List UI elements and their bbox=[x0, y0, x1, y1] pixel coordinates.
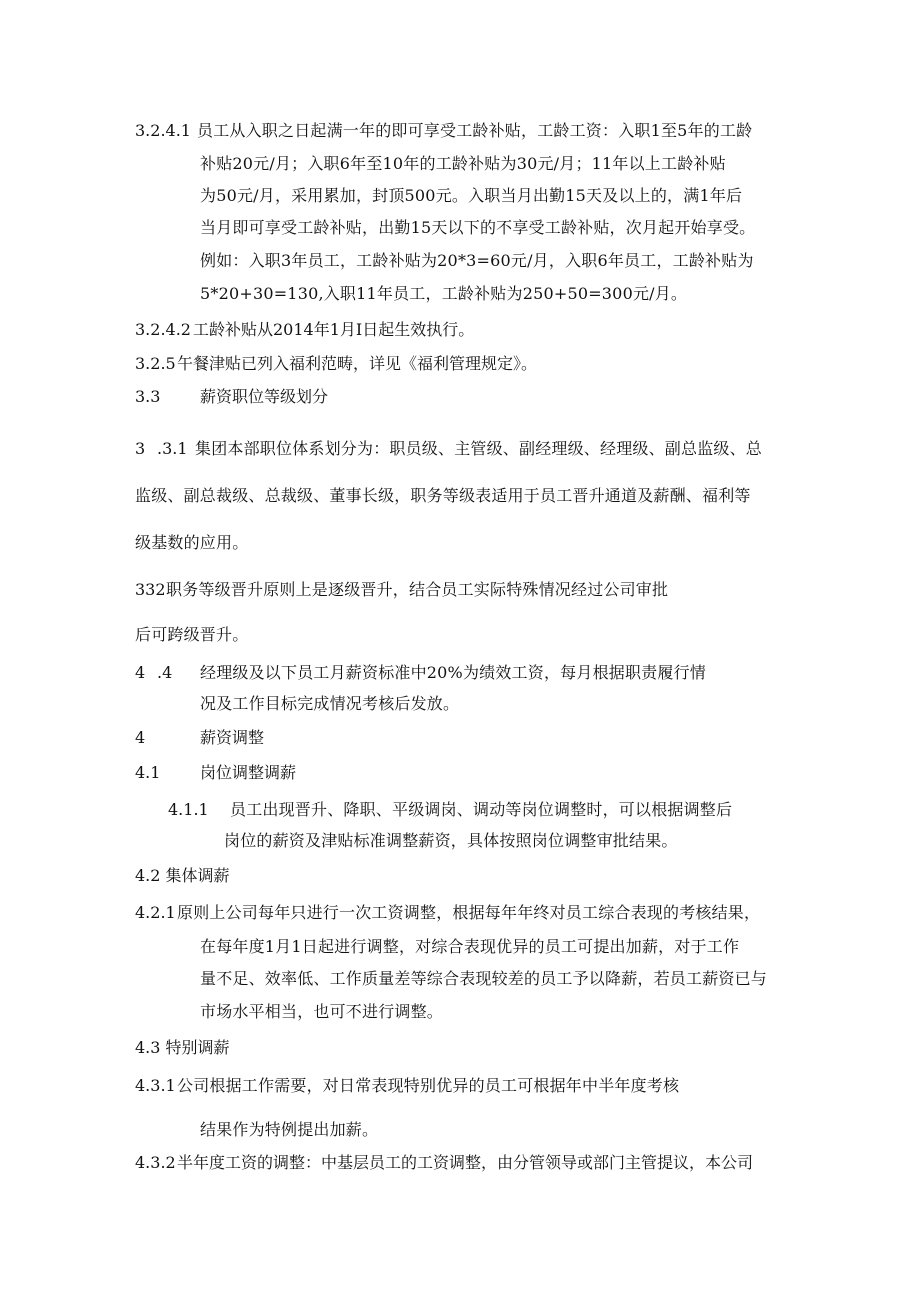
section-number: 4 bbox=[135, 728, 146, 747]
clause-number: 4.2.1 bbox=[135, 903, 176, 922]
clause-line: 公司根据工作需要，对日常表现特别优异的员工可根据年中半年度考核 bbox=[177, 1076, 680, 1095]
clause-line: 5*20+30=130,入职11年员工，工龄补贴为250+50=300元/月。 bbox=[200, 284, 688, 303]
clause-line: 市场水平相当，也可不进行调整。 bbox=[200, 1002, 444, 1021]
clause-text: 半年度工资的调整：中基层员工的工资调整，由分管领导或部门主管提议，本公司 bbox=[177, 1153, 754, 1172]
clause-number: 4 bbox=[135, 663, 146, 682]
clause-number: 3.2.4.1 bbox=[135, 121, 191, 140]
section-title: 薪资职位等级划分 bbox=[200, 387, 329, 406]
clause-line: 在每年度1月1日起进行调整，对综合表现优异的员工可提出加薪，对于工作 bbox=[200, 937, 740, 956]
section-number: 3.3 bbox=[135, 387, 161, 406]
clause-line: 当月即可享受工龄补贴，出勤15天以下的不享受工龄补贴，次月起开始享受。 bbox=[200, 218, 756, 237]
clause-line: 后可跨级晋升。 bbox=[135, 625, 249, 644]
clause-line: 为50元/月，采用累加，封顶500元。入职当月出勤15天及以上的，满1年后 bbox=[200, 186, 743, 205]
clause-line: 例如：入职3年员工，工龄补贴为20*3=60元/月，入职6年员工，工龄补贴为 bbox=[200, 251, 754, 270]
clause-text: 午餐津贴已列入福利范畴，详见《福利管理规定》。 bbox=[177, 354, 538, 373]
clause-line: 原则上公司每年只进行一次工资调整，根据每年年终对员工综合表现的考核结果， bbox=[177, 903, 761, 922]
clause-line: 经理级及以下员工月薪资标准中20%为绩效工资，每月根据职责履行情 bbox=[200, 663, 706, 682]
clause-line: 量不足、效率低、工作质量差等综合表现较差的员工予以降薪，若员工薪资已与 bbox=[200, 969, 768, 988]
clause-line: 监级、副总裁级、总裁级、董事长级，职务等级表适用于员工晋升通道及薪酬、福利等 bbox=[135, 486, 751, 505]
clause-number: 332 bbox=[135, 580, 166, 599]
clause-line: 职务等级晋升原则上是逐级晋升，结合员工实际特殊情况经过公司审批 bbox=[166, 580, 669, 599]
clause-number: .3.1 bbox=[157, 439, 188, 458]
clause-line: 况及工作目标完成情况考核后发放。 bbox=[200, 694, 460, 713]
clause-line: 员工出现晋升、降职、平级调岗、调动等岗位调整时，可以根据调整后 bbox=[230, 800, 733, 819]
clause-line: 补贴20元/月；入职6年至10年的工龄补贴为30元/月；11年以上工龄补贴 bbox=[200, 154, 726, 173]
clause-number: 4.3.1 bbox=[135, 1076, 176, 1095]
clause-line: 员工从入职之日起满一年的即可享受工龄补贴，工龄工资：入职1至5年的工龄 bbox=[197, 121, 753, 140]
clause-line: 结果作为特例提出加薪。 bbox=[200, 1120, 379, 1139]
clause-number: .4 bbox=[157, 663, 173, 682]
clause-number: 3 bbox=[135, 439, 146, 458]
section-heading: 4.2 集体调薪 bbox=[135, 866, 230, 885]
section-title: 岗位调整调薪 bbox=[200, 763, 297, 782]
clause-number: 3.2.4.2 bbox=[135, 320, 191, 339]
clause-number: 4.1.1 bbox=[168, 800, 209, 819]
clause-line: 集团本部职位体系划分为：职员级、主管级、副经理级、经理级、副总监级、总 bbox=[195, 439, 763, 458]
clause-line: 级基数的应用。 bbox=[135, 533, 249, 552]
clause-number: 4.3.2 bbox=[135, 1153, 176, 1172]
clause-number: 3.2.5 bbox=[135, 354, 176, 373]
section-title: 薪资调整 bbox=[200, 728, 265, 747]
section-number: 4.1 bbox=[135, 763, 161, 782]
section-heading: 4.3 特别调薪 bbox=[135, 1038, 230, 1057]
clause-text: 工龄补贴从2014年1月I日起生效执行。 bbox=[193, 320, 475, 339]
clause-line: 岗位的薪资及津贴标准调整薪资，具体按照岗位调整审批结果。 bbox=[224, 831, 678, 850]
